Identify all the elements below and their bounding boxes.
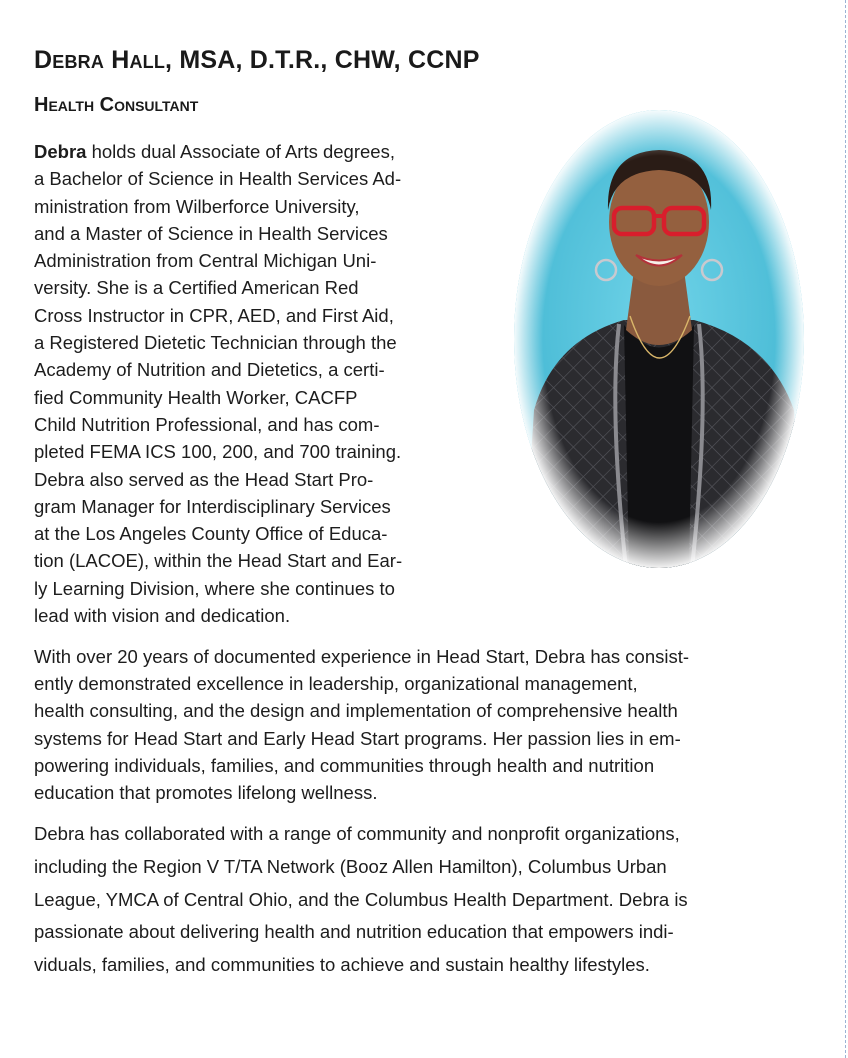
bio-line: Debra has collaborated with a range of community and nonprofit organizations, [34, 823, 680, 844]
bio-line-text: holds dual Associate of Arts degrees, [86, 141, 395, 162]
bio-line: passionate about delivering health and nutrition education that empowers indi- [34, 921, 674, 943]
bio-line: Administration from Central Michigan Uni- [34, 250, 377, 272]
bio-paragraph-1 [34, 138, 474, 629]
bio-line: including the Region V T/TA Network (Booz Allen Hamilton), Columbus Urban [34, 855, 667, 877]
bio-paragraph-3 [34, 818, 824, 982]
bio-line: lead with vision and dedication. [34, 605, 291, 627]
bio-line: viduals, families, and communities to achieve and sustain healthy lifestyles. [34, 954, 650, 976]
bio-lead-name: Debra [34, 141, 87, 162]
bio-line: systems for Head Start and Early Head Start programs. Her passion lies in em- [34, 727, 681, 749]
bio-line: a Bachelor of Science in Health Services Ad- [34, 168, 402, 190]
bio-line: tion (LACOE), within the Head Start and Ear- [34, 550, 403, 572]
bio-line: a Registered Dietetic Technician through the [34, 332, 397, 354]
bio-line: health consulting, and the design and implementation of comprehensive health [34, 700, 678, 722]
bio-line: and a Master of Science in Health Services [34, 222, 388, 244]
bio-line: ently demonstrated excellence in leadership, organizational management, [34, 673, 638, 695]
bio-line: With over 20 years of documented experience in Head Start, Debra has consist- [34, 646, 690, 667]
bio-line: pleted FEMA ICS 100, 200, and 700 training. [34, 441, 402, 463]
page-edge-guide [845, 0, 846, 1058]
bio-line: Debra also served as the Head Start Pro- [34, 468, 374, 490]
bio-line [34, 138, 474, 165]
bio-line: ministration from Wilberforce University, [34, 195, 360, 217]
person-title: Health Consultant [34, 94, 199, 116]
portrait-photo [514, 110, 804, 568]
bio-paragraph-2 [34, 643, 824, 806]
bio-line: versity. She is a Certified American Red [34, 277, 359, 299]
bio-line: ly Learning Division, where she continues to [34, 577, 395, 599]
bio-line: League, YMCA of Central Ohio, and the Columbus Health Department. Debra is [34, 888, 688, 910]
bio-line: Academy of Nutrition and Dietetics, a certi- [34, 359, 385, 381]
bio-line: Cross Instructor in CPR, AED, and First Aid, [34, 304, 394, 326]
bio-line: gram Manager for Interdisciplinary Services [34, 495, 391, 517]
bio-line: Child Nutrition Professional, and has com- [34, 413, 380, 435]
bio-line: powering individuals, families, and communities through health and nutrition [34, 754, 655, 776]
bio-line: fied Community Health Worker, CACFP [34, 386, 358, 408]
bio-line: at the Los Angeles County Office of Educa- [34, 523, 388, 545]
person-name: Debra Hall, MSA, D.T.R., CHW, CCNP [34, 46, 480, 74]
bio-line: education that promotes lifelong wellness. [34, 782, 378, 804]
